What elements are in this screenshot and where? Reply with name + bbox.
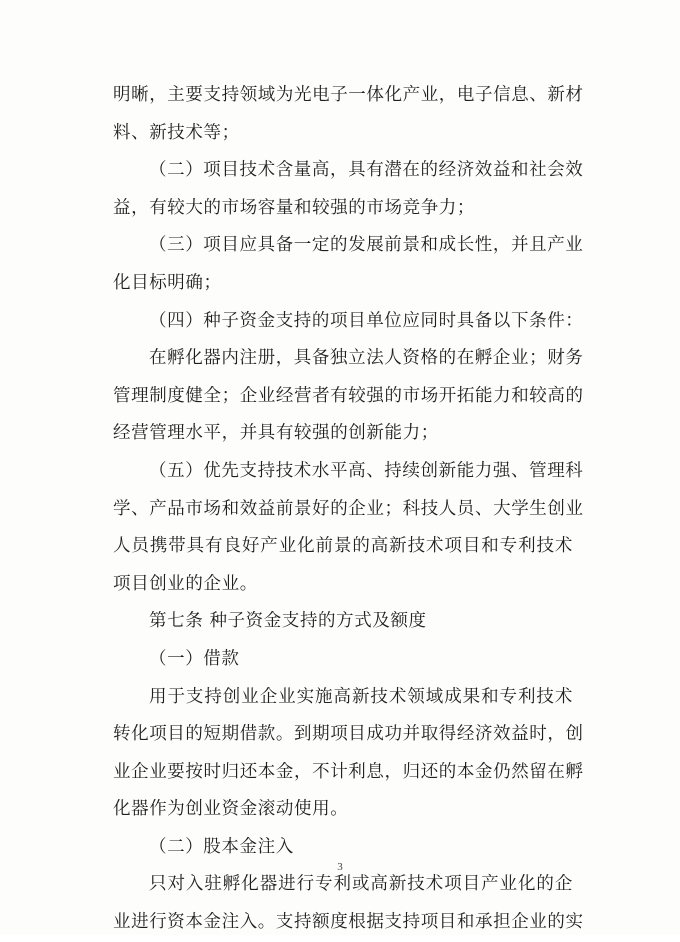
text-line: 化器作为创业资金滚动使用。 (113, 799, 349, 820)
text-line: 管理制度健全；企业经营者有较强的市场开拓能力和较高的 (113, 385, 584, 406)
text-line: （四）种子资金支持的项目单位应同时具备以下条件： (149, 310, 584, 331)
text-line: 项目创业的企业。 (113, 573, 258, 594)
text-line: 学、产品市场和效益前景好的企业；科技人员、大学生创业 (113, 498, 584, 519)
text-line: 在孵化器内注册，具备独立法人资格的在孵企业；财务 (149, 348, 584, 369)
text-line: （二）股本金注入 (149, 836, 294, 857)
text-line: 经营管理水平，并具有较强的创新能力； (113, 423, 439, 444)
text-line: 只对入驻孵化器进行专利或高新技术项目产业化的企 (149, 874, 573, 895)
text-line: 转化项目的短期借款。到期项目成功并取得经济效益时，创 (113, 724, 584, 745)
text-line: 第七条 种子资金支持的方式及额度 (149, 611, 427, 632)
text-line: 人员携带具有良好产业化前景的高新技术项目和专利技术 (113, 536, 573, 557)
text-line: 业企业要按时归还本金，不计利息，归还的本金仍然留在孵 (113, 761, 584, 782)
body-text (113, 77, 584, 942)
text-line: 业进行资本金注入。支持额度根据支持项目和承担企业的实 (113, 912, 584, 933)
text-line: 料、新技术等； (113, 122, 240, 143)
text-line: （一）借款 (149, 648, 240, 669)
text-line: （二）项目技术含量高，具有潜在的经济效益和社会效 (149, 160, 584, 181)
page-number: 3 (337, 861, 343, 873)
text-line: （五）优先支持技术水平高、持续创新能力强、管理科 (149, 460, 584, 481)
text-line: 益，有较大的市场容量和较强的市场竞争力； (113, 197, 475, 218)
text-line: 化目标明确； (113, 272, 222, 293)
text-line: （三）项目应具备一定的发展前景和成长性，并且产业 (149, 235, 584, 256)
text-line: 明晰，主要支持领域为光电子一体化产业，电子信息、新材 (113, 85, 584, 105)
text-line: 用于支持创业企业实施高新技术领域成果和专利技术 (149, 686, 573, 707)
